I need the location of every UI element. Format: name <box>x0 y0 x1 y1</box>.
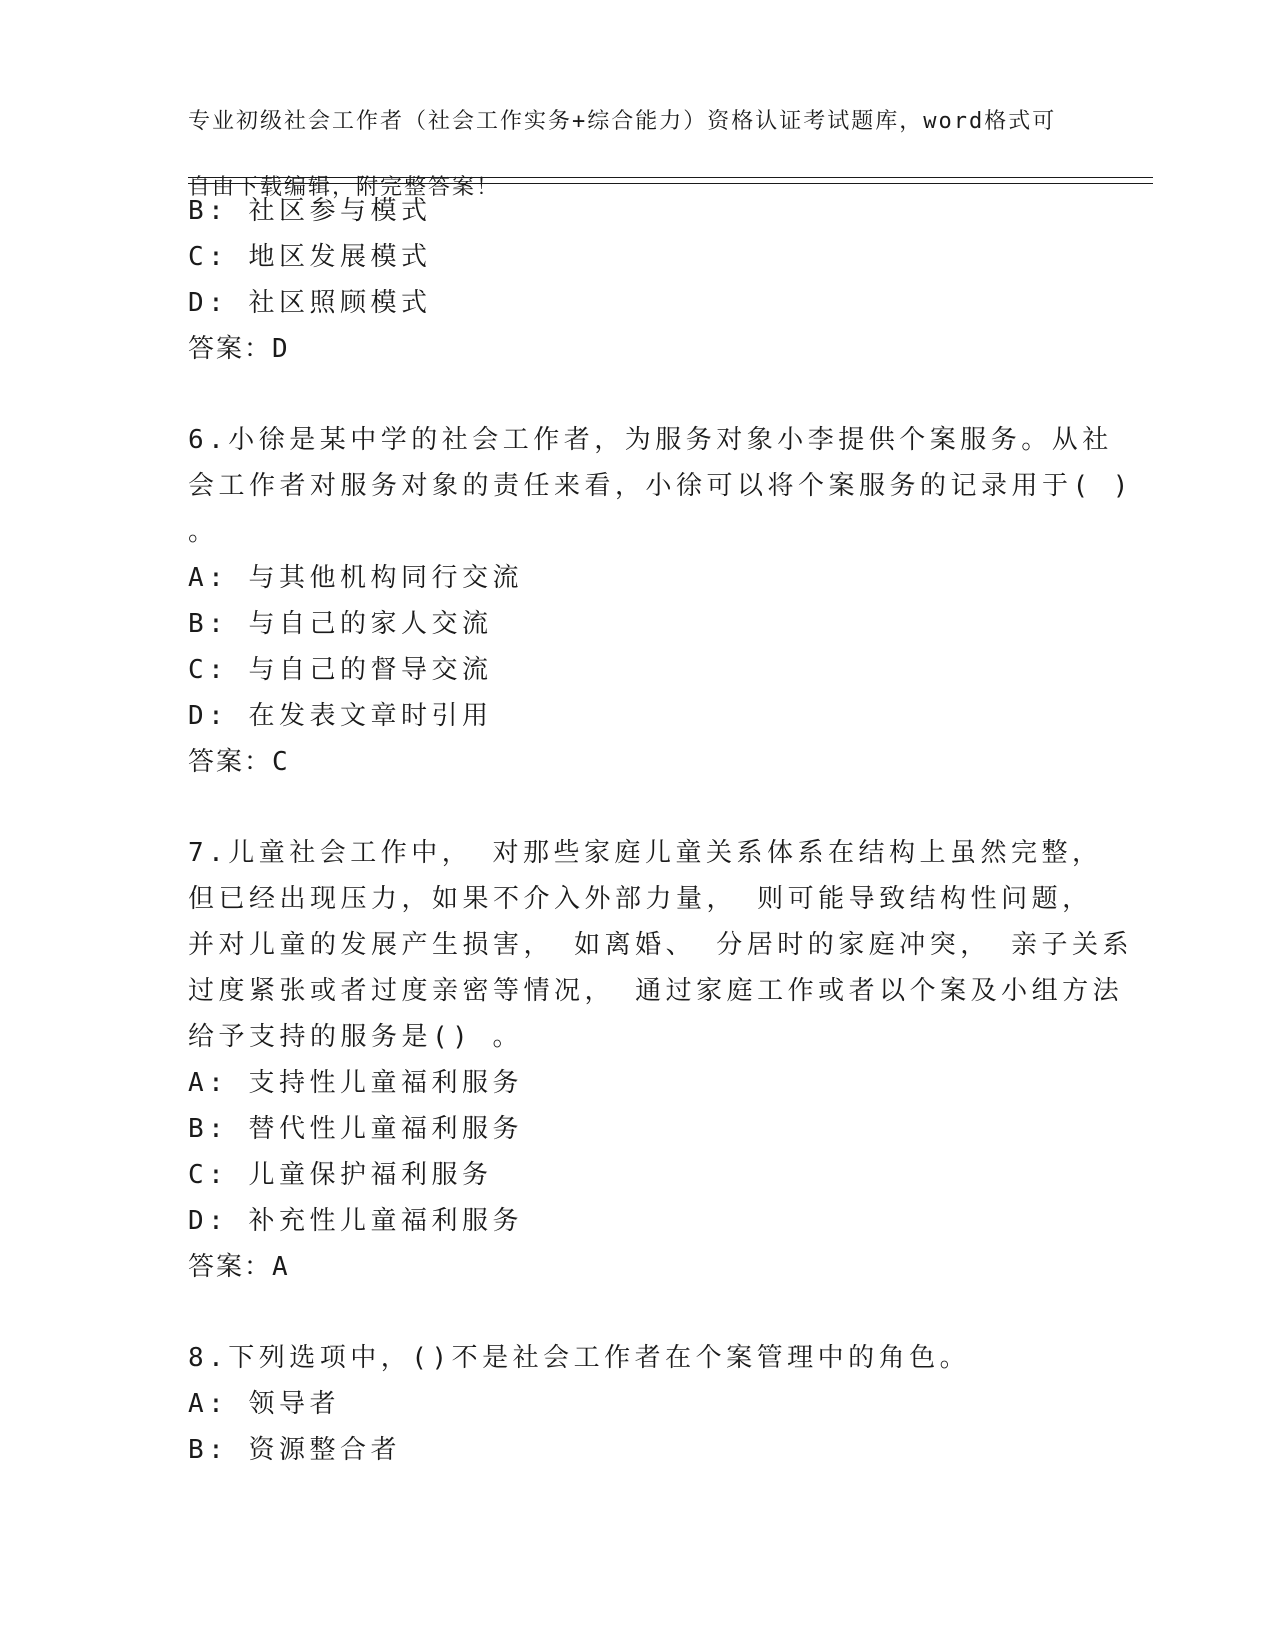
option-a: A: 支持性儿童福利服务 <box>188 1068 523 1098</box>
question-line: 会工作者对服务对象的责任来看，小徐可以将个案服务的记录用于( ) <box>188 471 1133 501</box>
option-c: C: 与自己的督导交流 <box>188 655 493 685</box>
question-5 <box>188 188 1088 372</box>
option-d: D: 补充性儿童福利服务 <box>188 1206 523 1236</box>
question-7 <box>188 830 1133 1290</box>
question-line: 6.小徐是某中学的社会工作者，为服务对象小李提供个案服务。从社 <box>188 425 1113 455</box>
option-b: B: 与自己的家人交流 <box>188 609 493 639</box>
question-line: 。 <box>188 517 219 547</box>
header-rule-bottom <box>188 183 1153 184</box>
answer: 答案：A <box>188 1252 290 1282</box>
option-d: D: 在发表文章时引用 <box>188 701 493 731</box>
header-line-2: 自由下载编辑，附完整答案！ <box>188 175 501 200</box>
spacer <box>188 372 1088 417</box>
question-line: 给予支持的服务是() 。 <box>188 1022 523 1052</box>
option-c: C: 儿童保护福利服务 <box>188 1160 493 1190</box>
question-line: 8.下列选项中，()不是社会工作者在个案管理中的角色。 <box>188 1343 971 1373</box>
header-rule-top <box>188 177 1153 178</box>
option-b: B: 替代性儿童福利服务 <box>188 1114 523 1144</box>
question-line: 并对儿童的发展产生损害， 如离婚、 分居时的家庭冲突， 亲子关系 <box>188 930 1133 960</box>
question-line: 7.儿童社会工作中， 对那些家庭儿童关系体系在结构上虽然完整， <box>188 838 1103 868</box>
question-8 <box>188 1335 1088 1473</box>
question-6 <box>188 417 1133 785</box>
option-b: B: 社区参与模式 <box>188 196 432 226</box>
document-body <box>188 188 1133 1473</box>
question-text <box>188 417 1133 555</box>
header-line-1: 专业初级社会工作者（社会工作实务+综合能力）资格认证考试题库，word格式可 <box>188 109 1057 134</box>
option-c: C: 地区发展模式 <box>188 242 432 272</box>
question-text <box>188 1335 1088 1381</box>
question-line: 过度紧张或者过度亲密等情况， 通过家庭工作或者以个案及小组方法 <box>188 976 1124 1006</box>
option-a: A: 与其他机构同行交流 <box>188 563 523 593</box>
option-d: D: 社区照顾模式 <box>188 288 432 318</box>
option-b: B: 资源整合者 <box>188 1435 401 1465</box>
question-text <box>188 830 1133 1060</box>
answer: 答案：C <box>188 747 290 777</box>
spacer <box>188 785 1088 830</box>
option-a: A: 领导者 <box>188 1389 340 1419</box>
question-line: 但已经出现压力，如果不介入外部力量， 则可能导致结构性问题， <box>188 884 1093 914</box>
answer: 答案：D <box>188 334 290 364</box>
spacer <box>188 1290 1088 1335</box>
